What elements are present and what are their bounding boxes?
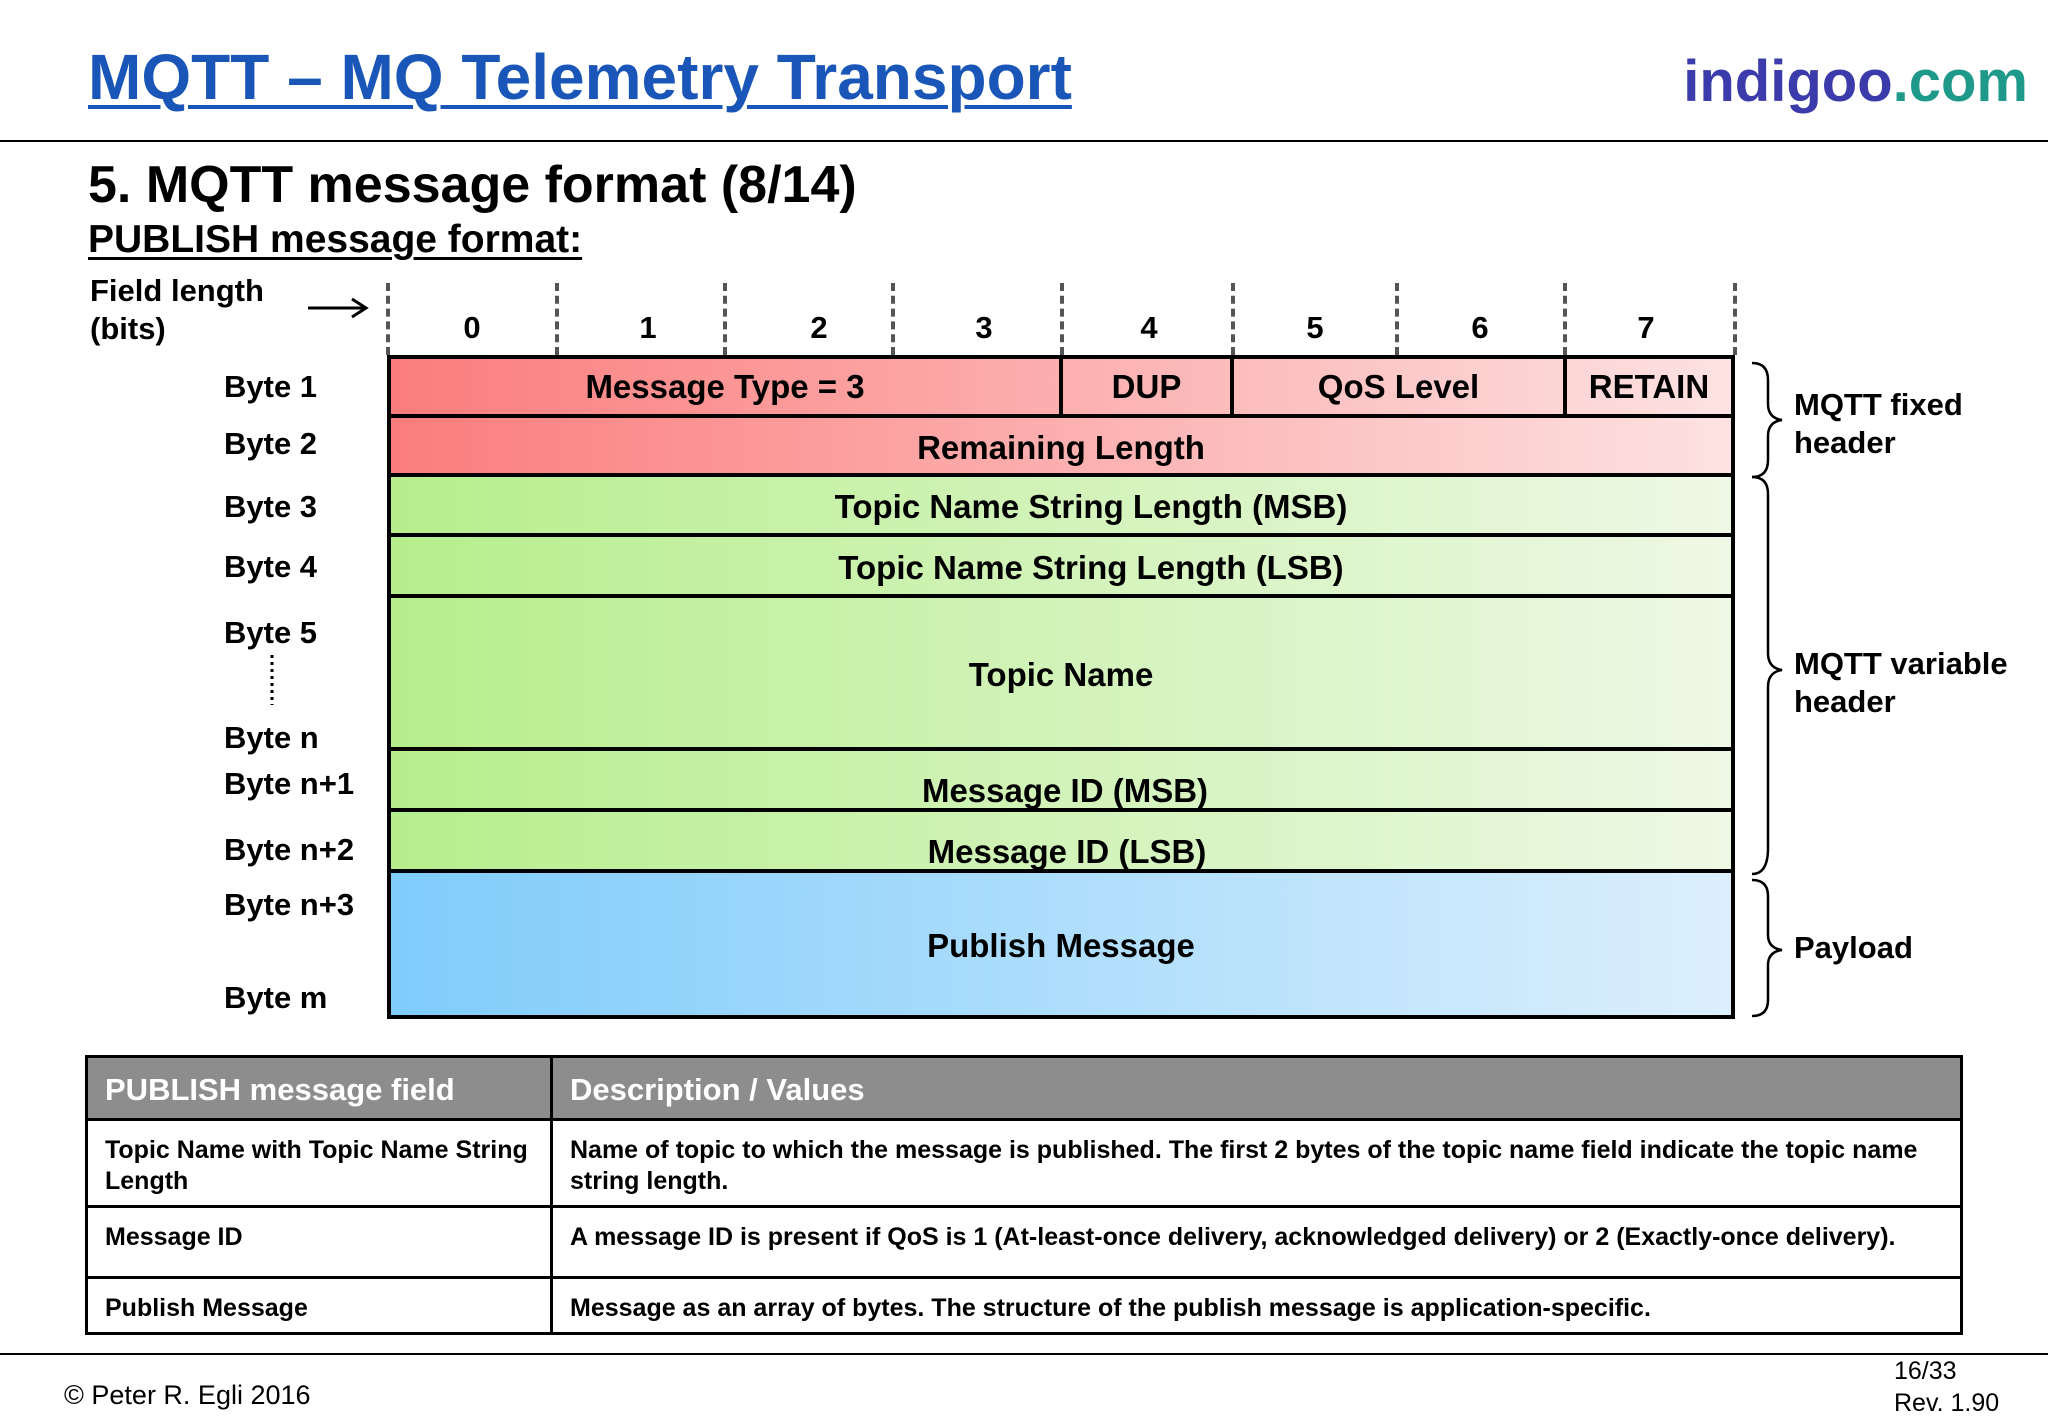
- variable-header-label: [1794, 645, 2008, 721]
- variable-header-brace: [1752, 477, 1782, 874]
- qos-level-field: QoS Level: [1317, 367, 1480, 405]
- fixed-header-label-line1: MQTT fixed: [1794, 387, 1963, 422]
- byte-label-m: Byte m: [224, 980, 328, 1015]
- byte-label-n1: Byte n+1: [224, 766, 355, 801]
- header-divider: [0, 140, 2048, 142]
- message-type-field: Message Type = 3: [585, 367, 865, 405]
- message-id-lsb-field: Message ID (LSB): [927, 832, 1207, 870]
- topic-name-field: Topic Name: [968, 655, 1154, 693]
- footer-divider: [0, 1353, 2048, 1355]
- fixed-header-label: [1794, 386, 1963, 462]
- brand-logo: [1683, 48, 2028, 115]
- payload-brace: [1752, 880, 1782, 1016]
- copyright: © Peter R. Egli 2016: [64, 1380, 311, 1410]
- bit-number-3: 3: [975, 310, 993, 345]
- byte-label-2: Byte 2: [224, 426, 318, 461]
- field-length-label: [90, 272, 264, 348]
- table-header-row: [87, 1057, 1962, 1120]
- byte-label-3: Byte 3: [224, 489, 318, 524]
- dup-field: DUP: [1111, 367, 1182, 405]
- bit-boundary-line: [386, 283, 390, 355]
- bit-number-7: 7: [1637, 310, 1655, 345]
- table-cell-field: Topic Name with Topic Name String Length: [87, 1120, 552, 1207]
- table-header-field: PUBLISH message field: [87, 1057, 552, 1120]
- bit-boundary-line: [1733, 283, 1737, 355]
- brand-domain: .com: [1892, 49, 2028, 114]
- revision: Rev. 1.90: [1894, 1389, 2000, 1417]
- byte-label-n2: Byte n+2: [224, 832, 355, 867]
- page-number: 16/33: [1894, 1357, 1957, 1385]
- bit-boundary-line: [1060, 283, 1064, 355]
- byte-label-n: Byte n: [224, 720, 319, 755]
- fixed-header-brace: [1752, 363, 1782, 477]
- table-row: [87, 1120, 1962, 1207]
- fixed-header-label-line2: header: [1794, 425, 1896, 460]
- section-heading: 5. MQTT message format (8/14): [88, 156, 857, 214]
- variable-header-label-line1: MQTT variable: [1794, 646, 2008, 681]
- bit-boundary-line: [1231, 283, 1235, 355]
- bit-number-1: 1: [639, 310, 657, 345]
- byte-label-n3: Byte n+3: [224, 887, 355, 922]
- bit-boundary-line: [891, 283, 895, 355]
- bit-number-2: 2: [810, 310, 828, 345]
- table-cell-description: Message as an array of bytes. The structure of the publish message is application-specific.: [552, 1278, 1962, 1334]
- remaining-length-field: Remaining Length: [917, 428, 1205, 466]
- table-cell-description: Name of topic to which the message is published. The first 2 bytes of the topic name field indicate the topic name string length.: [552, 1120, 1962, 1207]
- bit-number-0: 0: [463, 310, 481, 345]
- table-cell-field: Publish Message: [87, 1278, 552, 1334]
- bit-boundary-line: [1563, 283, 1567, 355]
- table-cell-field: Message ID: [87, 1207, 552, 1278]
- page-title: MQTT – MQ Telemetry Transport: [88, 41, 1072, 113]
- bit-boundary-line: [723, 283, 727, 355]
- bit-number-4: 4: [1140, 310, 1158, 345]
- table-cell-description: A message ID is present if QoS is 1 (At-least-once delivery, acknowledged delivery) or 2 (Exactly-once delivery).: [552, 1207, 1962, 1278]
- variable-header-label-line2: header: [1794, 684, 1896, 719]
- byte-label-1: Byte 1: [224, 369, 318, 404]
- topic-name-length-lsb-field: Topic Name String Length (LSB): [838, 548, 1344, 586]
- ellipsis-dots: [265, 655, 279, 705]
- field-length-label-line1: Field length: [90, 273, 264, 308]
- publish-message-field: Publish Message: [927, 927, 1195, 964]
- table-header-description: Description / Values: [552, 1057, 1962, 1120]
- byte-label-4: Byte 4: [224, 549, 318, 584]
- bit-number-5: 5: [1306, 310, 1324, 345]
- bit-number-6: 6: [1471, 310, 1489, 345]
- topic-name-length-msb-field: Topic Name String Length (MSB): [834, 488, 1348, 525]
- message-id-msb-field: Message ID (MSB): [921, 771, 1209, 809]
- retain-field: RETAIN: [1588, 367, 1710, 405]
- payload-label: Payload: [1794, 930, 1913, 965]
- right-arrow-icon: [308, 297, 370, 319]
- table-row: [87, 1278, 1962, 1334]
- bit-boundary-line: [555, 283, 559, 355]
- table-row: [87, 1207, 1962, 1278]
- sub-heading: PUBLISH message format:: [88, 218, 583, 261]
- brace-group: [1750, 360, 1790, 1020]
- field-length-label-line2: (bits): [90, 311, 166, 346]
- brand-name: indigoo: [1683, 49, 1893, 114]
- publish-fields-table: [85, 1055, 1963, 1335]
- byte-label-5: Byte 5: [224, 615, 318, 650]
- bit-boundary-line: [1395, 283, 1399, 355]
